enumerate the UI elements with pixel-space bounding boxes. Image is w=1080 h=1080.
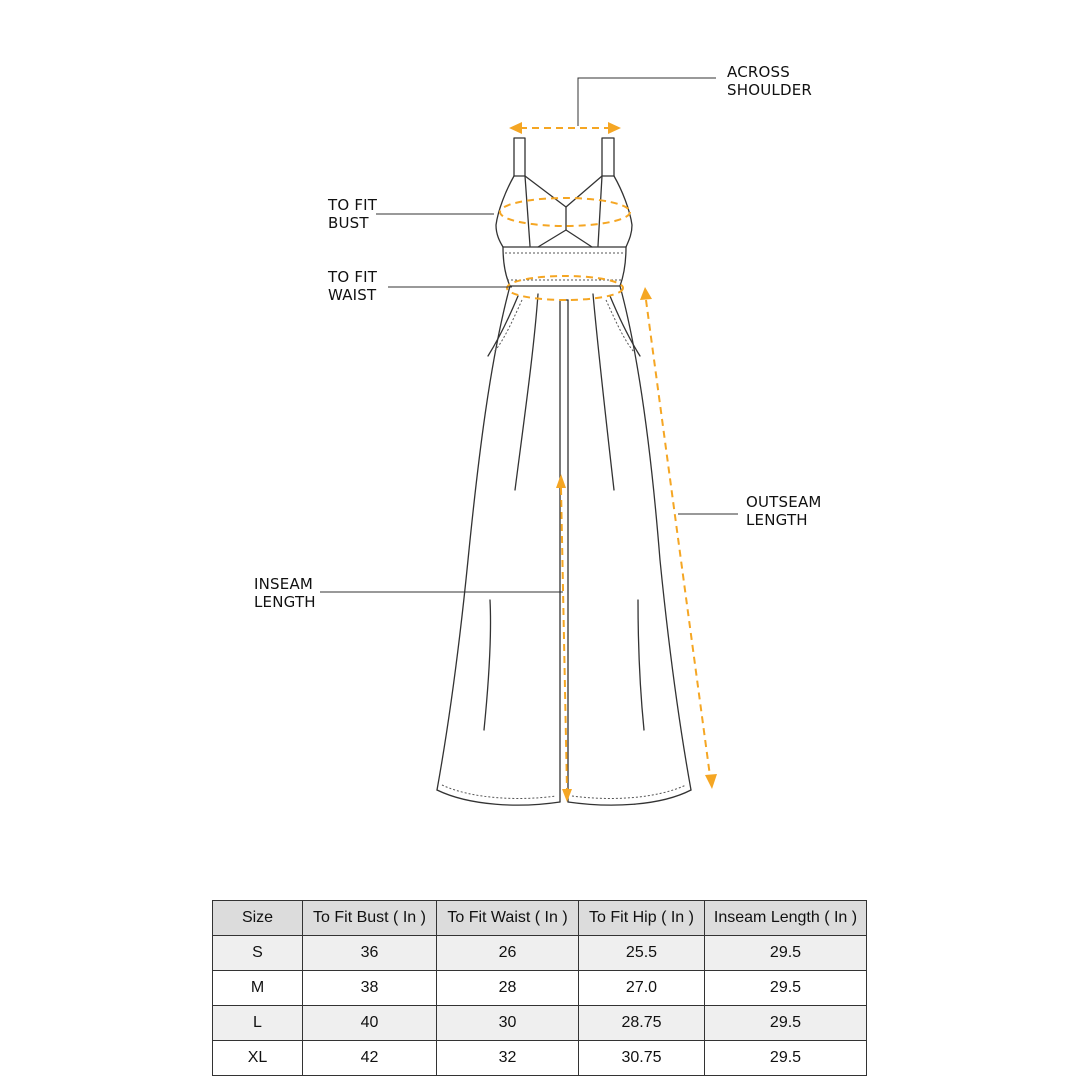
- cell-hip: 25.5: [579, 936, 705, 971]
- table-row: [213, 936, 867, 971]
- cell-hip: 28.75: [579, 1006, 705, 1041]
- cell-waist: 26: [437, 936, 579, 971]
- inseam-measure-line: [561, 488, 567, 790]
- cell-waist: 28: [437, 971, 579, 1006]
- table-row: [213, 971, 867, 1006]
- header-bust: To Fit Bust ( In ): [303, 901, 437, 936]
- garment-outline: [437, 138, 691, 805]
- header-inseam: Inseam Length ( In ): [705, 901, 867, 936]
- to-fit-bust-label: TO FIT BUST: [328, 196, 378, 232]
- table-header-row: [213, 901, 867, 936]
- outseam-length-label: OUTSEAM LENGTH: [746, 493, 822, 529]
- header-hip: To Fit Hip ( In ): [579, 901, 705, 936]
- cell-inseam: 29.5: [705, 1041, 867, 1076]
- table-row: [213, 1006, 867, 1041]
- cell-size: L: [213, 1006, 303, 1041]
- cell-size: XL: [213, 1041, 303, 1076]
- cell-waist: 32: [437, 1041, 579, 1076]
- cell-bust: 42: [303, 1041, 437, 1076]
- header-waist: To Fit Waist ( In ): [437, 901, 579, 936]
- cell-hip: 30.75: [579, 1041, 705, 1076]
- cell-inseam: 29.5: [705, 971, 867, 1006]
- cell-hip: 27.0: [579, 971, 705, 1006]
- stitch-lines: [442, 253, 686, 798]
- measure-arrowheads: [509, 122, 717, 802]
- shoulder-right-arrow: [608, 122, 621, 134]
- outseam-measure-line: [646, 300, 710, 776]
- across-shoulder-label: ACROSS SHOULDER: [727, 63, 812, 99]
- cell-waist: 30: [437, 1006, 579, 1041]
- size-chart-table: [212, 900, 867, 1076]
- shoulder-leader: [578, 78, 716, 126]
- cell-bust: 38: [303, 971, 437, 1006]
- cell-size: M: [213, 971, 303, 1006]
- measure-guides: [500, 128, 710, 790]
- outseam-bottom-arrow: [705, 774, 717, 789]
- cell-inseam: 29.5: [705, 1006, 867, 1041]
- bust-measure-ellipse: [500, 198, 630, 226]
- header-size: Size: [213, 901, 303, 936]
- cell-size: S: [213, 936, 303, 971]
- shoulder-left-arrow: [509, 122, 522, 134]
- inseam-top-arrow: [556, 474, 566, 488]
- inseam-bottom-arrow: [562, 789, 572, 802]
- cell-bust: 40: [303, 1006, 437, 1041]
- table-row: [213, 1041, 867, 1076]
- outseam-top-arrow: [640, 287, 652, 300]
- to-fit-waist-label: TO FIT WAIST: [328, 268, 378, 304]
- cell-inseam: 29.5: [705, 936, 867, 971]
- inseam-length-label: INSEAM LENGTH: [254, 575, 316, 611]
- cell-bust: 36: [303, 936, 437, 971]
